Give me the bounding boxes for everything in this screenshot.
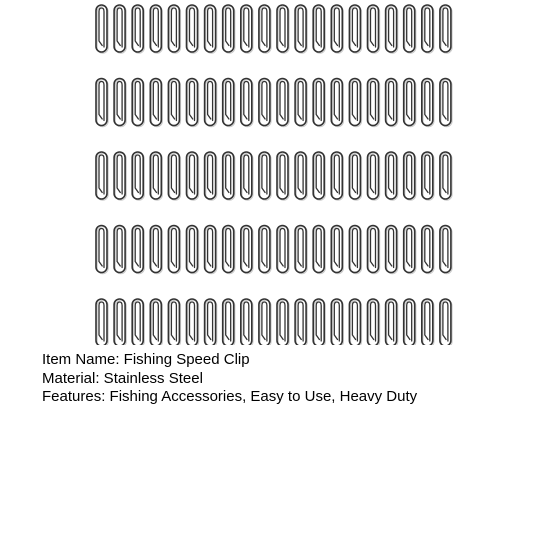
clip-icon	[96, 226, 108, 274]
clip-icon	[114, 152, 126, 200]
clip-icon	[259, 79, 271, 127]
clip-icon	[331, 5, 343, 53]
clip-icon	[313, 299, 325, 345]
fishing-clip-photo	[94, 3, 454, 345]
clip-icon	[404, 5, 416, 53]
clip-icon	[96, 5, 108, 53]
clip-icon	[349, 5, 361, 53]
clip-icon	[241, 299, 253, 345]
clip-icon	[331, 226, 343, 274]
clip-icon	[132, 226, 144, 274]
clip-icon	[422, 152, 434, 200]
clip-icon	[295, 5, 307, 53]
clip-icon	[277, 226, 289, 274]
clip-icon	[368, 152, 380, 200]
clip-icon	[187, 152, 199, 200]
material-text: Material: Stainless Steel	[42, 369, 203, 387]
clip-icon	[205, 79, 217, 127]
clip-icon	[404, 226, 416, 274]
clip-icon	[295, 226, 307, 274]
clip-icon	[150, 152, 162, 200]
clip-icon	[241, 226, 253, 274]
clip-icon	[349, 79, 361, 127]
item-name-text: Item Name: Fishing Speed Clip	[42, 351, 250, 368]
clip-icon	[386, 226, 398, 274]
clip-icon	[132, 299, 144, 345]
clip-icon	[259, 226, 271, 274]
clip-icon	[205, 299, 217, 345]
clip-icon	[349, 226, 361, 274]
clip-icon	[404, 299, 416, 345]
clip-icon	[114, 5, 126, 53]
clip-icon	[422, 79, 434, 127]
clip-icon	[223, 299, 235, 345]
clip-icon	[114, 299, 126, 345]
clip-icon	[132, 79, 144, 127]
clip-icon	[205, 5, 217, 53]
clip-icon	[150, 79, 162, 127]
clip-icon	[349, 299, 361, 345]
clip-icon	[168, 5, 180, 53]
clip-icon	[187, 5, 199, 53]
clip-icon	[295, 79, 307, 127]
clip-icon	[422, 226, 434, 274]
clip-icon	[132, 5, 144, 53]
clip-icon	[277, 299, 289, 345]
clip-icon	[440, 79, 452, 127]
clip-icon	[96, 79, 108, 127]
clip-icon	[349, 152, 361, 200]
clip-icon	[223, 5, 235, 53]
clip-icon	[440, 299, 452, 345]
clip-icon	[277, 5, 289, 53]
clip-icon	[368, 226, 380, 274]
clip-icon	[440, 152, 452, 200]
clip-icon	[386, 299, 398, 345]
clip-icon	[150, 299, 162, 345]
clip-icon	[331, 152, 343, 200]
clip-icon	[187, 226, 199, 274]
clip-icon	[96, 152, 108, 200]
clip-icon	[241, 79, 253, 127]
clip-icon	[295, 152, 307, 200]
clip-icon	[295, 299, 307, 345]
clip-icon	[404, 79, 416, 127]
clip-icon	[150, 226, 162, 274]
clip-icon	[259, 152, 271, 200]
clip-icon	[150, 5, 162, 53]
clip-icon	[422, 5, 434, 53]
clip-icon	[241, 5, 253, 53]
clip-icon	[132, 152, 144, 200]
clip-icon	[114, 79, 126, 127]
clip-icon	[223, 79, 235, 127]
clip-icon	[331, 79, 343, 127]
clip-icon	[422, 299, 434, 345]
clip-icon	[241, 152, 253, 200]
clip-icon	[114, 226, 126, 274]
clip-icon	[368, 299, 380, 345]
clip-icon	[205, 226, 217, 274]
clip-icon	[259, 299, 271, 345]
clip-icon	[440, 226, 452, 274]
clip-icon	[277, 79, 289, 127]
clip-icon	[168, 226, 180, 274]
clip-icon	[331, 299, 343, 345]
clip-icon	[368, 79, 380, 127]
clip-icon	[187, 79, 199, 127]
clip-icon	[168, 299, 180, 345]
clip-icon	[205, 152, 217, 200]
clip-icon	[440, 5, 452, 53]
clip-icon	[313, 226, 325, 274]
clip-icon	[313, 5, 325, 53]
product-specs	[42, 351, 542, 407]
clip-icon	[386, 79, 398, 127]
clip-icon	[259, 5, 271, 53]
clip-icon	[187, 299, 199, 345]
clip-icon	[168, 152, 180, 200]
clip-icon	[223, 152, 235, 200]
clip-icon	[404, 152, 416, 200]
clip-icon	[313, 79, 325, 127]
clip-icon	[386, 152, 398, 200]
fishing-clip-grid	[94, 3, 454, 345]
clip-icon	[223, 226, 235, 274]
clip-icon	[386, 5, 398, 53]
clip-icon	[96, 299, 108, 345]
clip-icon	[368, 5, 380, 53]
clip-icon	[313, 152, 325, 200]
clip-icon	[277, 152, 289, 200]
features-text: Features: Fishing Accessories, Easy to Use, Heavy Duty	[42, 388, 418, 405]
clip-icon	[168, 79, 180, 127]
